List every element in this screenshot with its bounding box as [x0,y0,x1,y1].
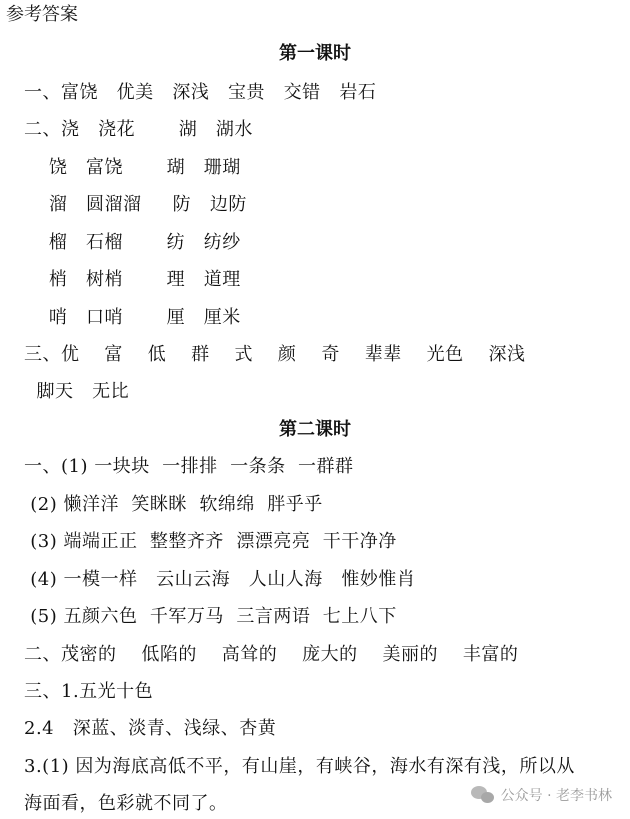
answer-line: 一、(1) 一块块 一排排 一条条 一群群 [24,456,354,477]
answer-line: 一、富饶 优美 深浅 宝贵 交错 岩石 [24,82,377,103]
answer-line: (4) 一模一样 云山云海 人山人海 惟妙惟肖 [24,569,416,590]
answer-line: (5) 五颜六色 千军万马 三言两语 七上八下 [24,606,397,627]
answer-line: 榴 石榴 纺 纺纱 [24,232,241,253]
page-title: 参考答案 [6,4,78,25]
watermark-text: 公众号 · 老李书林 [500,788,612,804]
wechat-icon [471,786,495,804]
answer-line: 梢 树梢 理 道理 [24,269,241,290]
answer-line: (3) 端端正正 整整齐齐 漂漂亮亮 干干净净 [24,531,397,552]
answer-line: 二、茂密的 低陷的 高耸的 庞大的 美丽的 丰富的 [24,644,519,665]
answer-line: 2.4 深蓝、淡青、浅绿、杏黄 [24,718,277,739]
lesson2-heading: 第二课时 [279,419,351,440]
answer-line: 三、优 富 低 群 式 颜 奇 辈辈 光色 深浅 [24,344,526,365]
answer-line: 海面看，色彩就不同了。 [24,793,228,814]
answer-line: 二、浇 浇花 湖 湖水 [24,119,253,140]
answer-line: (2) 懒洋洋 笑眯眯 软绵绵 胖乎乎 [24,494,323,515]
answer-line: 三、1.五光十色 [24,681,154,702]
answer-line: 哨 口哨 厘 厘米 [24,307,241,328]
answer-line: 3.(1) 因为海底高低不平，有山崖，有峡谷，海水有深有浅，所以从 [24,756,575,777]
answer-line: 饶 富饶 瑚 珊瑚 [24,157,241,178]
answer-line: 溜 圆溜溜 防 边防 [24,194,247,215]
lesson1-heading: 第一课时 [279,43,351,64]
answer-line: 脚天 无比 [24,381,130,402]
watermark [471,785,612,805]
